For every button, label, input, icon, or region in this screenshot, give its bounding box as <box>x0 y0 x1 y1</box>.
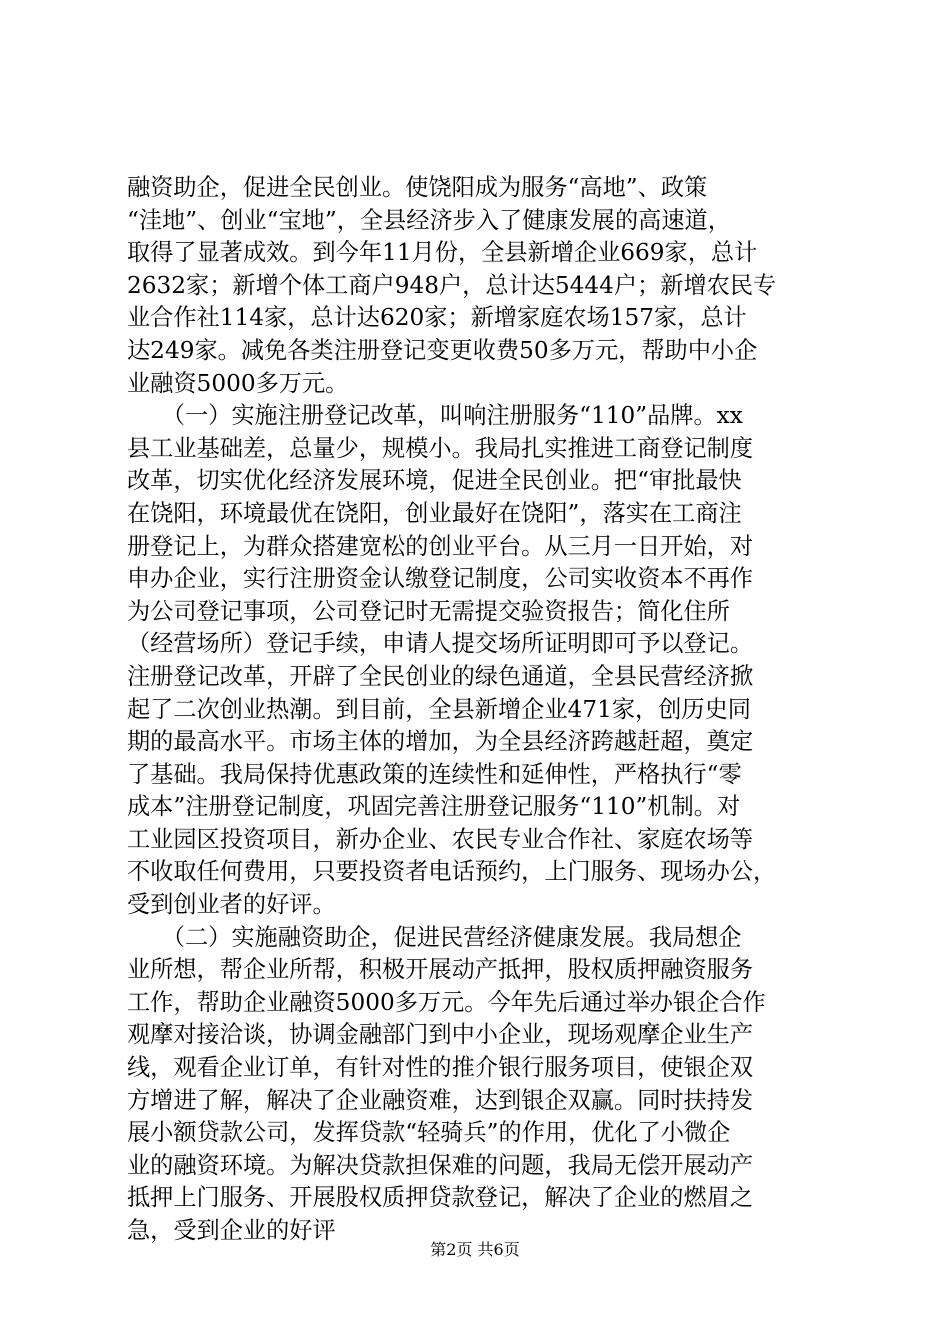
text-line: 达249家。减免各类注册登记变更收费50多万元，帮助中小企 <box>127 336 758 364</box>
text-line: 业的融资环境。为解决贷款担保难的问题，我局无偿开展动产 <box>127 1151 754 1179</box>
text-line: 抵押上门服务、开展股权质押贷款登记，解决了企业的燃眉之 <box>127 1184 754 1212</box>
text-line: 融资助企，促进全民创业。使饶阳成为服务“高地”、政策 <box>127 174 708 201</box>
text-line: “洼地”、创业“宝地”，全县经济步入了健康发展的高速道， <box>127 206 731 234</box>
text-line: 起了二次创业热潮。到目前，全县新增企业471家，创历史同 <box>127 695 751 723</box>
text-line: 县工业基础差，总量少，规模小。我局扎实推进工商登记制度 <box>127 434 754 462</box>
text-line: 业所想，帮企业所帮，积极开展动产抵押，股权质押融资服务 <box>127 956 754 984</box>
text-line: 了基础。我局保持优惠政策的连续性和延伸性，严格执行“零 <box>127 760 742 788</box>
text-line: 期的最高水平。市场主体的增加，为全县经济跨越赶超，奠定 <box>127 728 754 756</box>
text-line: 为公司登记事项，公司登记时无需提交验资报告；简化住所 <box>127 597 730 625</box>
section-heading-line: （一）实施注册登记改革，叫响注册服务“110”品牌。xx <box>127 402 743 430</box>
text-line: 观摩对接洽谈，协调金融部门到中小企业，现场观摩企业生产 <box>127 1021 754 1049</box>
text-line: 在饶阳，环境最优在饶阳，创业最好在饶阳”，落实在工商注 <box>127 499 742 527</box>
text-line: 线，观看企业订单，有针对性的推介银行服务项目，使银企双 <box>127 1054 754 1082</box>
text-line: 展小额贷款公司，发挥贷款“轻骑兵”的作用，优化了小微企 <box>127 1119 731 1147</box>
text-line: 申办企业，实行注册资金认缴登记制度，公司实收资本不再作 <box>127 565 754 593</box>
section-heading-line: （二）实施融资助企，促进民营经济健康发展。我局想企 <box>127 923 742 951</box>
text-line: 方增进了解，解决了企业融资难，达到银企双赢。同时扶持发 <box>127 1086 754 1114</box>
text-line: （经营场所）登记手续，申请人提交场所证明即可予以登记。 <box>127 630 754 658</box>
text-line: 急，受到企业的好评 <box>127 1217 336 1244</box>
text-line: 业融资5000多万元。 <box>127 369 349 397</box>
text-line: 2632家；新增个体工商户948户，总计达5444户；新增农民专 <box>127 271 777 299</box>
text-line: 不收取任何费用，只要投资者电话预约，上门服务、现场办公， <box>127 858 777 886</box>
text-line: 成本”注册登记制度，巩固完善注册登记服务“110”机制。对 <box>127 793 741 821</box>
text-line: 业合作社114家，总计达620家；新增家庭农场157家，总计 <box>127 304 747 332</box>
text-line: 工作，帮助企业融资5000多万元。今年先后通过举办银企合作 <box>127 988 766 1016</box>
text-line: 受到创业者的好评。 <box>127 891 336 919</box>
text-line: 册登记上，为群众搭建宽松的创业平台。从三月一日开始，对 <box>127 532 754 560</box>
text-line: 改革，切实优化经济发展环境，促进全民创业。把“审批最快 <box>127 467 742 495</box>
text-line: 取得了显著成效。到今年11月份，全县新增企业669家，总计 <box>127 239 758 267</box>
text-line: 工业园区投资项目，新办企业、农民专业合作社、家庭农场等 <box>127 825 754 853</box>
body-text <box>127 172 832 1248</box>
page-footer: 第2页 共6页 <box>430 1240 520 1259</box>
text-line: 注册登记改革，开辟了全民创业的绿色通道，全县民营经济掀 <box>127 662 754 690</box>
